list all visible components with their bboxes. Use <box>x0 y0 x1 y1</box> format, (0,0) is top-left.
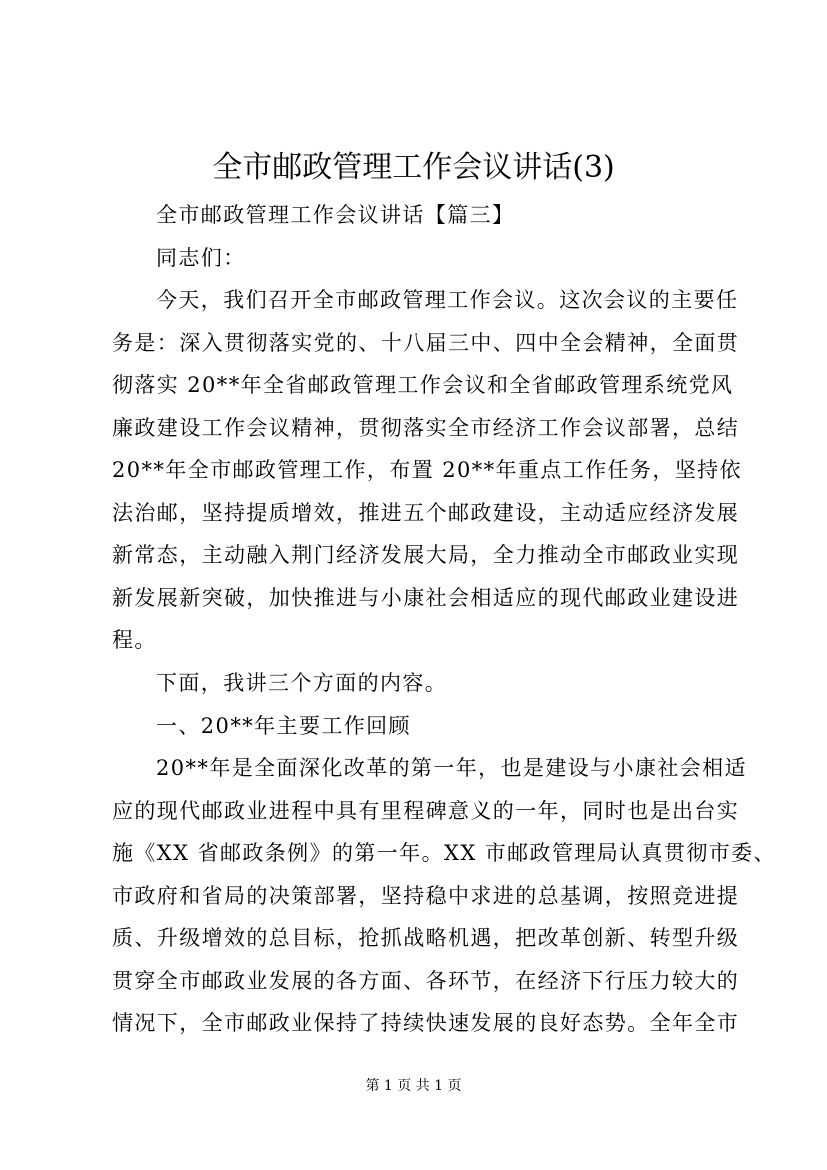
body-line: 应的现代邮政业进程中具有里程碑意义的一年，同时也是出台实 <box>112 799 740 823</box>
body-line: 廉政建设工作会议精神，贯彻落实全市经济工作会议部署，总结 <box>112 416 740 440</box>
salutation-line: 同志们： <box>156 246 246 270</box>
body-line: 彻落实 20**年全省邮政管理工作会议和全省邮政管理系统党风 <box>112 373 734 397</box>
body-line: 新常态，主动融入荆门经济发展大局，全力推动全市邮政业实现 <box>112 543 740 567</box>
body-line: 下面，我讲三个方面的内容。 <box>156 671 448 695</box>
body-line: 今天，我们召开全市邮政管理工作会议。这次会议的主要任 <box>156 288 739 312</box>
body-line: 务是：深入贯彻落实党的、十八届三中、四中全会精神，全面贯 <box>112 331 740 355</box>
body-line: 施《XX 省邮政条例》的第一年。XX 市邮政管理局认真贯彻市委、 <box>112 841 776 865</box>
body-line: 20**年是全面深化改革的第一年，也是建设与小康社会相适 <box>156 756 747 780</box>
body-line: 市政府和省局的决策部署，坚持稳中求进的总基调，按照竞进提 <box>112 884 740 908</box>
body-line: 程。 <box>112 628 157 652</box>
section-heading: 一、20**年主要工作回顾 <box>156 714 411 738</box>
subtitle-line: 全市邮政管理工作会议讲话【篇三】 <box>156 203 515 227</box>
document-title: 全市邮政管理工作会议讲话(3) <box>212 150 615 185</box>
body-line: 情况下，全市邮政业保持了持续快速发展的良好态势。全年全市 <box>112 1011 740 1035</box>
body-line: 法治邮，坚持提质增效，推进五个邮政建设，主动适应经济发展 <box>112 501 740 525</box>
body-line: 质、升级增效的总目标，抢抓战略机遇，把改革创新、转型升级 <box>112 926 740 950</box>
body-line: 贯穿全市邮政业发展的各方面、各环节，在经济下行压力较大的 <box>112 969 740 993</box>
body-line: 新发展新突破，加快推进与小康社会相适应的现代邮政业建设进 <box>112 586 740 610</box>
body-line: 20**年全市邮政管理工作，布置 20**年重点工作任务，坚持依 <box>112 458 742 482</box>
page-footer: 第 1 页 共 1 页 <box>365 1078 462 1094</box>
